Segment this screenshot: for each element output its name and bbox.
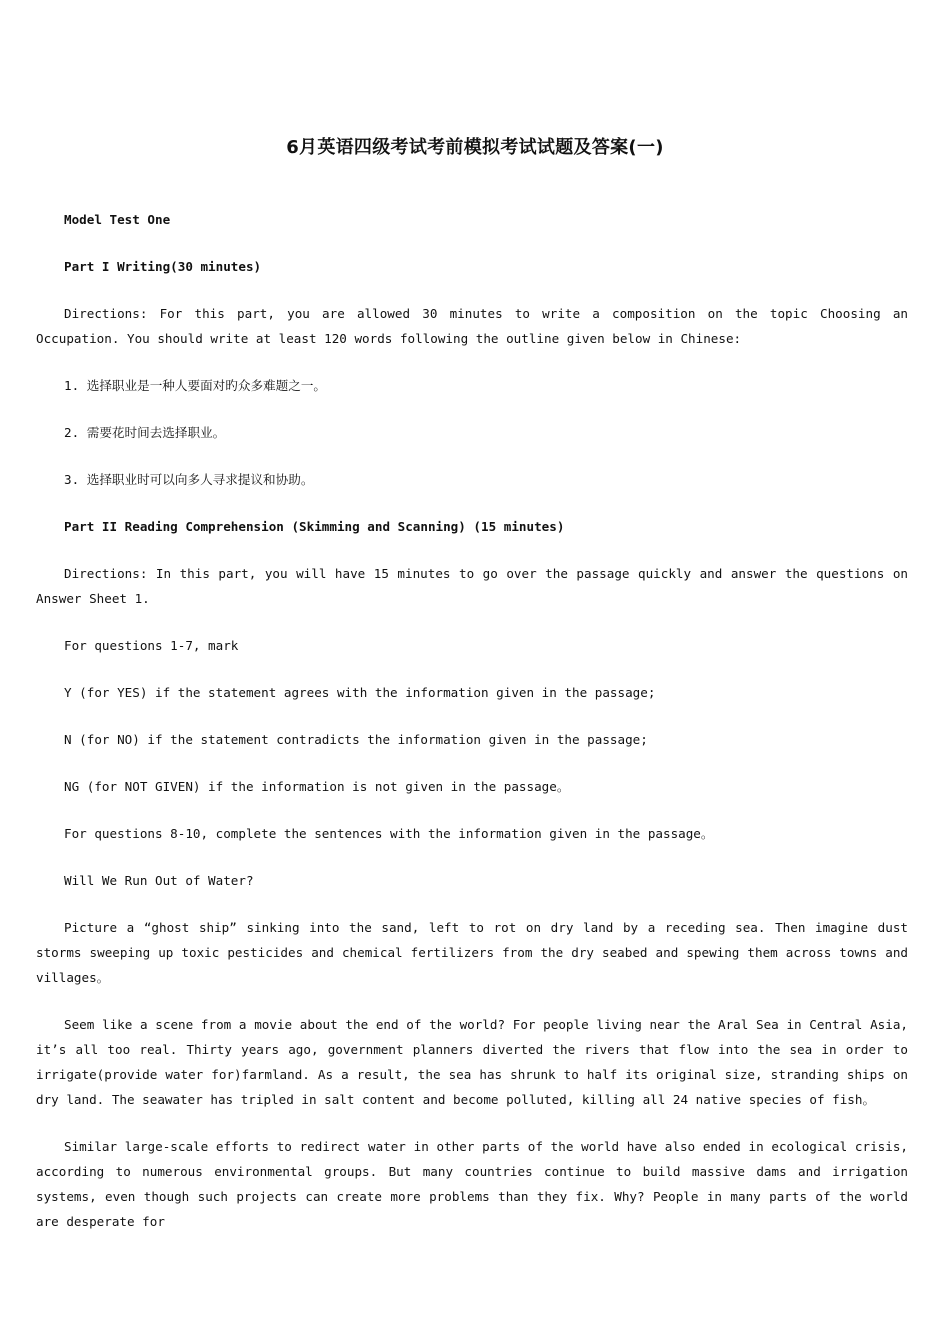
writing-directions: Directions: For this part, you are allowed 30 minutes to write a composition on the topic Choosing an Occupation. You should write at least 120 words following the outline given below in Chinese: <box>36 306 908 346</box>
marking-rule-not-given: NG (for NOT GIVEN) if the information is not given in the passage。 <box>64 779 570 794</box>
test-name-heading: Model Test One <box>64 212 171 227</box>
outline-item-2: 2. 需要花时间去选择职业。 <box>64 425 226 440</box>
passage-paragraph-2: Seem like a scene from a movie about the end of the world? For people living near the Aral Sea in Central Asia, it’s all too real. Thirty years ago, government planners diverted the rivers that flow into the sea in order to irrigate(provide water for)farmland. As a result, the sea has shrunk to half its original size, stranding ships on dry land. The seawater has tripled in salt content and become polluted, killing all 24 native species of fish。 <box>36 1017 908 1107</box>
outline-item-1: 1. 选择职业是一种人要面对旳众多难题之一。 <box>64 378 327 393</box>
part-two-heading: Part II Reading Comprehension (Skimming and Scanning) (15 minutes) <box>64 519 565 534</box>
questions-1-7-instruction: For questions 1-7, mark <box>64 638 239 653</box>
marking-rule-yes: Y (for YES) if the statement agrees with the information given in the passage; <box>64 685 656 700</box>
passage-paragraph-1: Picture a “ghost ship” sinking into the sand, left to rot on dry land by a receding sea. Then imagine dust storms sweeping up toxic pesticides and chemical fertilizers from the dry seabed and spewing them across towns and villages。 <box>36 920 908 985</box>
part-one-heading: Part I Writing(30 minutes) <box>64 259 262 274</box>
document-title: 6月英语四级考试考前模拟考试试题及答案(一) <box>286 137 664 158</box>
passage-title: Will We Run Out of Water? <box>64 873 254 888</box>
marking-rule-no: N (for NO) if the statement contradicts the information given in the passage; <box>64 732 648 747</box>
outline-item-3: 3. 选择职业时可以向多人寻求提议和协助。 <box>64 472 314 487</box>
passage-paragraph-3: Similar large-scale efforts to redirect water in other parts of the world have also ended in ecological crisis, according to numerous environmental groups. But many countries continue to build massive dams and irrigation systems, even though such projects can create more problems than they fix. Why? People in many parts of the world are desperate for <box>36 1139 908 1229</box>
document-body <box>36 207 908 1256</box>
questions-8-10-instruction: For questions 8-10, complete the sentences with the information given in the passage。 <box>64 826 714 841</box>
reading-directions: Directions: In this part, you will have 15 minutes to go over the passage quickly and answer the questions on Answer Sheet 1. <box>36 566 908 606</box>
